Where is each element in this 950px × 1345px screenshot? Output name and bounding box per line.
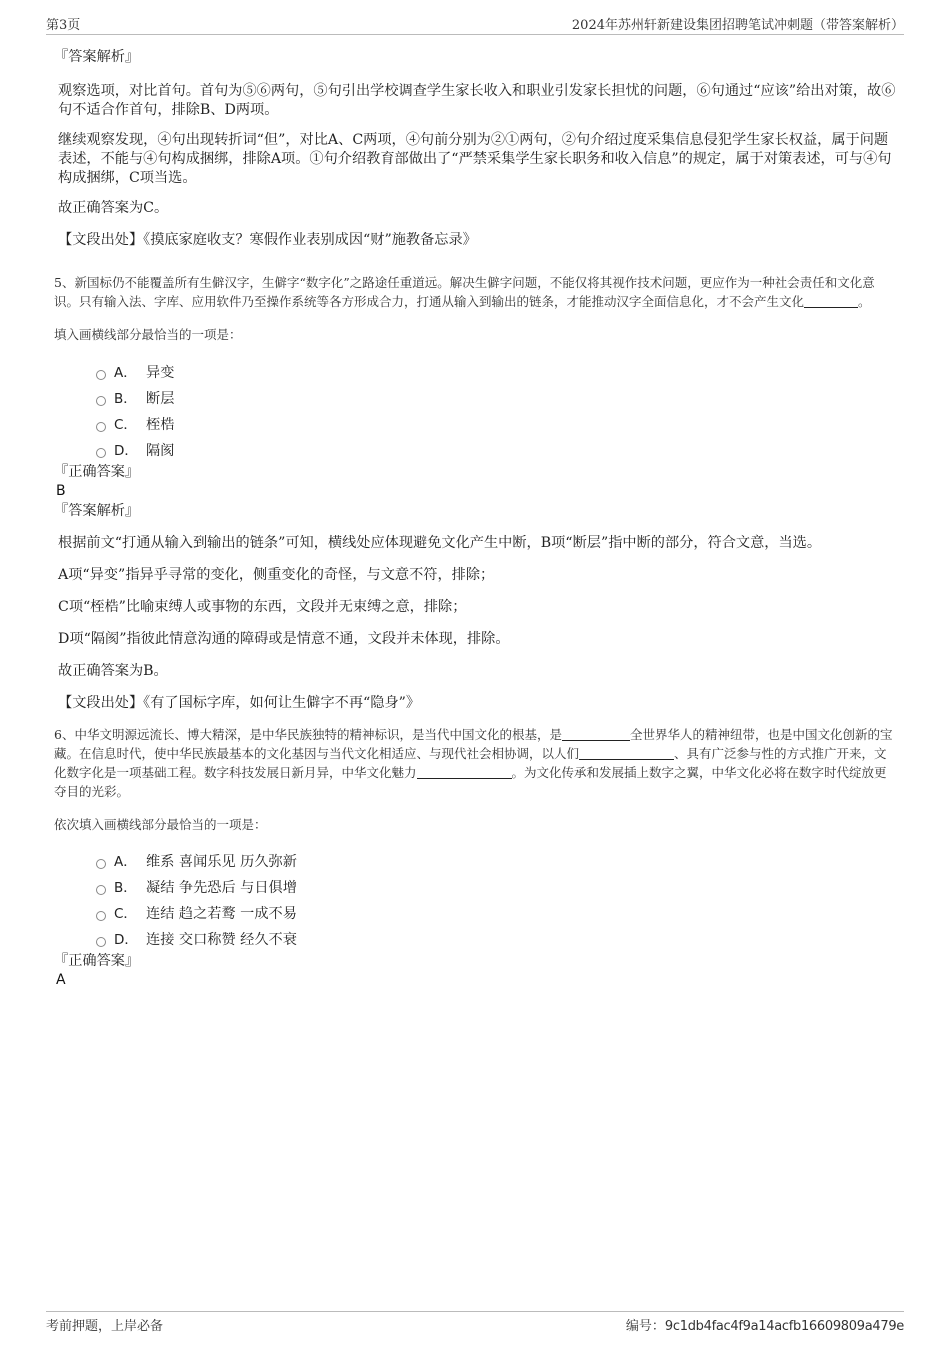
- radio-icon[interactable]: [96, 911, 106, 921]
- q6-option-a[interactable]: A． 维系 喜闻乐见 历久弥新: [96, 852, 898, 878]
- q5-answer: B: [56, 483, 66, 499]
- radio-icon[interactable]: [96, 859, 106, 869]
- document-title: 2024年苏州轩新建设集团招聘笔试冲刺题（带答案解析）: [571, 18, 904, 33]
- q5-prompt: 填入画横线部分最恰当的一项是：: [54, 327, 242, 342]
- q5-option-b[interactable]: B． 断层: [96, 389, 898, 415]
- q6-answer: A: [56, 972, 66, 988]
- q6-options: [96, 852, 898, 956]
- radio-icon[interactable]: [96, 422, 106, 432]
- q6-option-c[interactable]: C． 连结 趋之若鹜 一成不易: [96, 904, 898, 930]
- q6-stem: 6、中华文明源远流长、博大精深，是中华民族独特的精神标识，是当代中国文化的根基，是 全世界华人的精神纽带，也是中国文化创新的宝藏。在信息时代，使中华民族最基本的文化基因与当代文化相适应、与现代社会相协调，以人们 、具有广泛参与性的方式推广开来，文化数字化是一项基础工程。数字科技发展日新月异，中华文化魅力 。为文化传承和发展插上数字之翼，中华文化必将在数字时代绽放更夺目的光彩。: [54, 727, 893, 799]
- q5-blank: [804, 293, 858, 308]
- q5-conclusion: 故正确答案为B。: [58, 663, 168, 679]
- q4-analysis-para2: 继续观察发现，④句出现转折词“但”，对比A、C两项，④句前分别为②①两句，②句介绍过度采集信息侵犯学生家长权益，属于问题表述，不能与④句构成捆绑，排除A项。①句介绍教育部做出了“严禁采集学生家长职务和收入信息”的规定，属于对策表述，可与④句构成捆绑，C项当选。: [58, 132, 892, 186]
- q4-conclusion: 故正确答案为C。: [58, 200, 169, 216]
- q5-answer-label: 『正确答案』: [54, 464, 140, 480]
- q5-option-a[interactable]: A． 异变: [96, 363, 898, 389]
- q4-analysis-para1: 观察选项，对比首句。首句为⑤⑥两句，⑤句引出学校调查学生家长收入和职业引发家长担忧的问题，⑥句通过“应该”给出对策，故⑥句不适合作首句，排除B、D两项。: [58, 83, 896, 118]
- radio-icon[interactable]: [96, 370, 106, 380]
- page-header: [46, 12, 904, 35]
- q5-analysis-4: D项“隔阂”指彼此情意沟通的障碍或是情意不通，文段并未体现，排除。: [58, 631, 510, 647]
- page-number: 第3页: [46, 18, 81, 33]
- q5-analysis-3: C项“桎梏”比喻束缚人或事物的东西，文段并无束缚之意，排除；: [58, 599, 467, 615]
- q5-source: 【文段出处】《有了国标字库，如何让生僻字不再“隐身”》: [58, 695, 421, 711]
- q6-blank-3: [417, 764, 512, 779]
- q5-analysis-label: 『答案解析』: [54, 503, 140, 519]
- q6-option-b[interactable]: B． 凝结 争先恐后 与日俱增: [96, 878, 898, 904]
- q5-option-d[interactable]: D． 隔阂: [96, 441, 898, 467]
- radio-icon[interactable]: [96, 448, 106, 458]
- q6-option-d[interactable]: D． 连接 交口称赞 经久不衰: [96, 930, 898, 956]
- page-content: [56, 44, 898, 990]
- radio-icon[interactable]: [96, 937, 106, 947]
- q4-source: 【文段出处】《摸底家庭收支？寒假作业表别成因“财”施教备忘录》: [58, 232, 477, 248]
- q6-blank-1: [562, 726, 630, 741]
- q5-analysis-1: 根据前文“打通从输入到输出的链条”可知，横线处应体现避免文化产生中断，B项“断层”指中断的部分，符合文意，当选。: [58, 535, 822, 551]
- q5-option-c[interactable]: C． 桎梏: [96, 415, 898, 441]
- radio-icon[interactable]: [96, 885, 106, 895]
- q5-options: [96, 363, 898, 467]
- q6-answer-label: 『正确答案』: [54, 953, 140, 969]
- document-serial: 编号：9c1db4fac4f9a14acfb16609809a479e: [625, 1319, 904, 1334]
- q5-analysis-2: A项“异变”指异乎寻常的变化，侧重变化的奇怪，与文意不符，排除；: [58, 567, 495, 583]
- page-footer: [46, 1311, 904, 1336]
- q5-stem: 5、新国标仍不能覆盖所有生僻汉字，生僻字“数字化”之路途任重道远。解决生僻字问题，不能仅将其视作技术问题，更应作为一种社会责任和文化意识。只有输入法、字库、应用软件乃至操作系统等各方形成合力，打通从输入到输出的链条，才能推动汉字全面信息化，才不会产生文化 。: [54, 275, 875, 309]
- footer-slogan: 考前押题，上岸必备: [46, 1319, 164, 1334]
- q6-prompt: 依次填入画横线部分最恰当的一项是：: [54, 817, 267, 832]
- q6-blank-2: [579, 745, 674, 760]
- q4-analysis-label: 『答案解析』: [54, 49, 140, 65]
- radio-icon[interactable]: [96, 396, 106, 406]
